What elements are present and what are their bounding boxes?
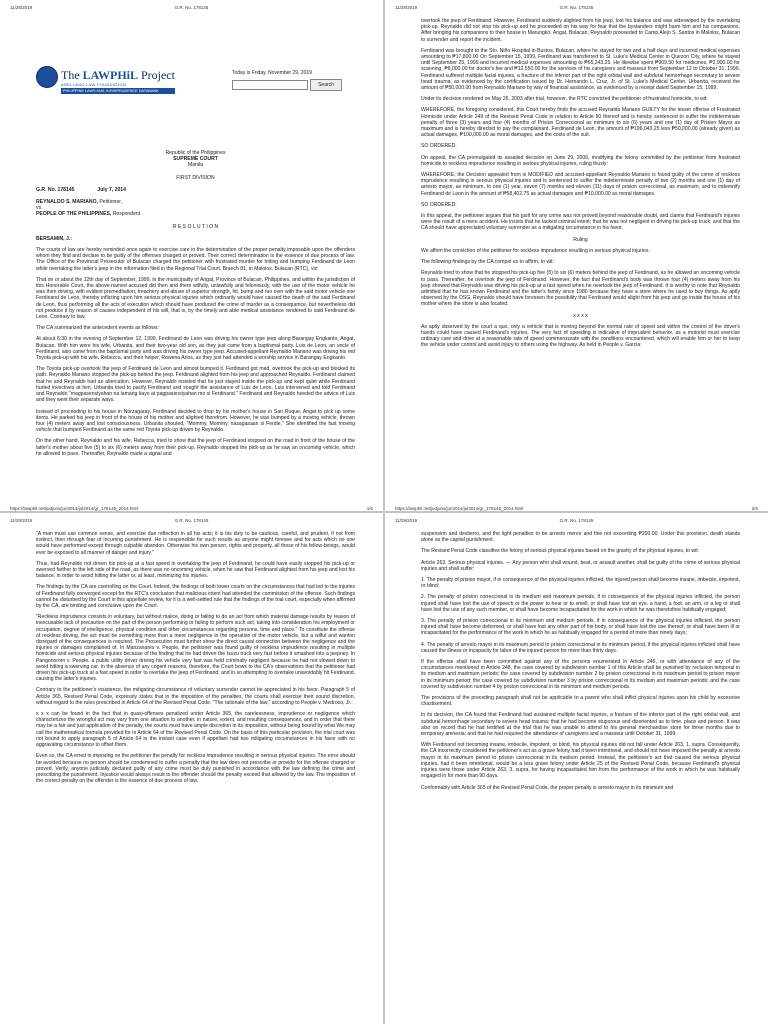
header-case-number: G.R. No. 178145 bbox=[174, 518, 209, 523]
quoted-paragraph: overtook the jeep of Ferdinand. However, Ferdinand suddenly alighted from his jeep, lost his balance and was sideswiped by the overtaking pick-up. Reynaldo did not stop his pick-up and he proceeded on his way for fear that the bystanders might harm him and his companions. After bringing his companions to their house in Marungko, Angat, Bulacan, Reynaldo proceeded to Camp Alejo S. Santos in Malolos, Bulacan to surrender and report the incident. bbox=[421, 18, 740, 43]
paragraph: The CA summarized the antecedent events as follows: bbox=[36, 325, 159, 332]
quoted-paragraph: WHEREFORE, the foregoing considered, this Court hereby finds the accused Reynaldo Mariano GUILTY for the lesser offense of Frustrated Homicide under Article 249 of the Revised Penal Code in relation to Article 50 thereof and is hereby sentenced to suffer the indeterminate penalty of three (3) years and four (4) months of Prision Correccional as minimum to six (6) years and one (1) day of Prision Mayor as maximum and is hereby directed to pay the complainant, Ferdinand de Leon, the amount of ₱196,043.25 less ₱50,000.00 (already given) as actual damages, ₱100,000.00 as moral damages, and the costs of the suit. bbox=[421, 107, 740, 139]
paragraph: With Ferdinand not becoming insane, imbecile, impotent, or blind, his physical injuries did not fall under Article 263, 1, supra. Consequently, the CA incorrectly considered the petitioner's act as a grave felony had it been intentional, and should not have imposed the penalty at arresto mayor in its maximum period to prision correccional in its medium period. Instead, the petitioner's act that caused the serious physical injuries, had it been intentional, would be a less grave felony under Article 25 of the Revised Penal Code, because Ferdinand's physical injuries were those under Article 263, 3, supra, for having incapacitated him from the performance of the work in which he was habitually engaged in for more than 90 days. bbox=[421, 742, 740, 780]
division-label: FIRST DIVISION bbox=[176, 174, 215, 181]
paragraph: In its decision, the CA found that Ferdinand had sustained multiple facial injuries, a fracture of the inferior part of the right orbital wall, and subdural hemorrhage secondary to severe head trauma; that he had become stuporous and disoriented as to time, place and person. It was also on record that he had testified at the trial that he was unable to attend to his general merchandise store for three months due to temporary amnesia; and that he had required the attendance of caregivers and a masseur until October 31, 1999. bbox=[421, 712, 740, 738]
list-item: 4. The penalty of arresto mayor in its maximum period to prision correccional in its minimum period, if the physical injuries inflicted shall have caused the illness or incapacity for labor of the injured person for more than thirty days. bbox=[421, 641, 740, 654]
paragraph: suspension and destierro, and the light penalties to be arresto menor and fine not exceeding ₱200.00. Under this provision, death stands alone as the capital punishment. bbox=[421, 531, 740, 544]
paragraph: In this appeal, the petitioner argues that his guilt for any crime was not proved beyond reasonable doubt, and claims that Ferdinand's injuries were the result of a mere accident. He insists that he lacked criminal intent; that he was not negligent in driving his pick-up truck; and that the CA should have appreciated voluntary surrender as a mitigating circumstance in his favor. bbox=[421, 213, 740, 232]
paragraph: "Reckless imprudence consists in voluntary, but without malice, doing or failing to do an act from which material damage results by reason of inexcusable lack of precaution on the part of the person performing or failing to perform such act, taking into consideration his employment or occupation, degree of intelligence, physical condition and other circumstances regarding persons, time and place." To constitute the offense of reckless driving, the act must be something more than a mere negligence in the operation of the motor vehicle, but a wilful and wanton disregard of the consequences is required. The Prosecution must further show the direct causal connection between the negligence and the injuries or damages complained of. In Manzanares v. People, the petitioner was found guilty of reckless imprudence resulting in multiple homicide and serious physical injuries because of the finding that he had driven the Isuzu truck very fast before it smashed into a jeepney. In Pangonorom v. People, a public utility driver driving his vehicle very fast was held criminally negligent because he had not slowed down to avoid hitting a swerving car. In the absence of any cogent reasons, therefore, the Court bows to the CA's observations that the petitioner had driven his pick-up truck at a fast speed in order to overtake the jeep of Ferdinand, and in so attempting to overtake unavoidably hit Ferdinand, causing the latter's injuries. bbox=[36, 614, 355, 683]
footer-url[interactable]: https://lawphil.net/judjuris/juri2014/jul2014/gr_178145_2014.html bbox=[395, 506, 524, 511]
page-2-body bbox=[421, 18, 740, 354]
page-4-body bbox=[421, 531, 740, 796]
quoted-paragraph: SO ORDERED. bbox=[421, 143, 457, 150]
case-number: G.R. No. 178145 bbox=[36, 186, 75, 193]
ellipsis-marker: x x x x bbox=[573, 312, 588, 319]
case-date: July 7, 2014 bbox=[97, 186, 126, 193]
resolution-heading: R E S O L U T I O N bbox=[172, 223, 219, 230]
ruling-heading: Ruling bbox=[573, 236, 588, 243]
quoted-paragraph: On the other hand, Reynaldo and his wife, Rebecca, tried to show that the jeep of Ferdinand stopped on the road in front of the house of the latter's mother about five (5) to six (6) meters away from their pick-up. Reynaldo stopped the pick-up as he saw an oncoming vehicle, which he allowed to pass. Thereafter, Reynaldo made a signal and bbox=[36, 438, 355, 457]
court-label: SUPREME COURT bbox=[173, 156, 218, 163]
quoted-paragraph: Ferdinand was brought to the Sto. Niño Hospital in Bustos, Bulacan, where he stayed for two and a half days and incurred medical expenses amounting to ₱17,800.00 On September 15, 1999, Ferdinand was transferred to St. Luke's Medical Center in Quezon City, where he stayed until September 25, 1999 and incurred medical expenses amounting to ₱65,243.25. He likewise spent ₱909.50 for medicines, ₱2,900.00 for scanning, ₱8,000.00 for doctor's fee and ₱12,550.00 for the services of his caregivers and masseur from September 12 to October 31, 1999. Ferdinand suffered multiple facial injuries, a fracture of the inferior part of the right orbital wall and subdural hemorrhage secondary to severe head trauma, as evidenced by the certification issued by Dr. Hernando L. Cruz, Jr. of St. Luke's Medical Center. Urbanita, received the amount of ₱50,000.00 from Reynaldo Mariano by way of financial assistance, as evidenced by a receipt dated September 15, 1999. bbox=[421, 47, 740, 92]
paragraph: Contrary to the petitioner's insistence, the mitigating circumstance of voluntary surrender cannot be appreciated in his favor. Paragraph 5 of Article 365, Revised Penal Code, expressly states that in the imposition of the penalties, the courts shall exercise their sound discretion, without regard to the rules prescribed in Article 64 of the Revised Penal Code. "The rationale of the law," according to People v. Medroso, Jr.: bbox=[36, 687, 355, 706]
quoted-paragraph: At about 6:30 in the evening of September 12, 1999, Ferdinand de Leon was driving his owner type jeep along Barangay Engkanto, Angat, Bulacan. With him were his wife, Urbanita, and their two-year old son, as they just came from a baptismal party. Luis de Leon, an uncle of Ferdinand, also came from the baptismal party and was driving his owner type jeep. Accused-appellant Reynaldo Mariano was driving his red Toyota pick-up with his wife, Rebecca, and their helper, Rowena Arlos, as they just had attended a worship service in Barangay Engkanto. bbox=[36, 336, 355, 362]
search-button[interactable]: Search bbox=[310, 79, 342, 91]
footer-url[interactable]: https://lawphil.net/judjuris/juri2014/jul2014/gr_178145_2014.html bbox=[10, 506, 139, 511]
page-3-body bbox=[36, 531, 355, 789]
quoted-paragraph: Reynaldo tried to show that he stopped his pick-up five (5) to six (6) meters behind the jeep of Ferdinand, as he allowed an oncoming vehicle to pass. Thereafter, he overtook the jeep of Ferdinand. However, the fact that Ferdinand's body was thrown four (4) meters away from his jeep showed that Reynaldo was driving his pick-up at a fast speed when he overtook the jeep of Ferdinand. It is worthy to note that Reynaldo admitted that he has known Ferdinand and the latter's family since 1980 because they have a store where he used to buy things. As aptly observed by the OSG, Reynaldo should have foreseen the possibility that Ferdinand would alight from his jeep and go inside the house of his mother where the store is also located. bbox=[421, 270, 740, 308]
header-case-number: G.R. No. 178145 bbox=[559, 5, 594, 10]
paragraph: We affirm the conviction of the petitioner for reckless imprudence resulting in serious physical injuries. bbox=[421, 247, 650, 254]
page-4 bbox=[385, 513, 768, 1024]
footer-page-number: 2/6 bbox=[751, 506, 758, 511]
header-case-number: G.R. No. 178145 bbox=[174, 5, 209, 10]
quoted-paragraph: SO ORDERED. bbox=[421, 201, 457, 208]
quoted-paragraph: "A man must use common sense, and exercise due reflection in all his acts; it is his duty to be cautious, careful, and prudent, if not from instinct, then through fear of incurring punishment. He is responsible for such results as anyone might foresee and for acts which no one would have performed except through culpable abandon. Otherwise his own person, rights and property, all those of his fellow-beings, would ever be exposed to all manner of danger and injury." bbox=[36, 531, 355, 556]
page-2 bbox=[385, 0, 768, 511]
list-item: 2. The penalty of prision correccional in its medium and maximum periods, if in consequence of the physical injuries inflicted, the person injured shall have lost the use of speech or the power to hear or to smell, or shall have lost an eye, a hand, a foot, an arm, or a leg or shall have lost the use of any such member, or shall have become incapacitated for the work in which he was theretofore habitually engaged; bbox=[421, 594, 740, 613]
logo-databank-bar: PHILIPPINE LAWS AND JURISPRUDENCE DATABANK bbox=[61, 88, 175, 94]
header-case-number: G.R. No. 178145 bbox=[559, 518, 594, 523]
list-item: 1. The penalty of prision mayor, if in consequence of the physical injuries inflicted, the injured person shall become insane, imbecile, impotent, or blind; bbox=[421, 577, 741, 590]
page-1-body bbox=[36, 150, 355, 462]
quoted-paragraph: x x x can be found in the fact that in quasi-offenses penalized under Article 365, the carelessness, imprudence or negligence which characterizes the wrongful act may vary from one situation to another, in nature, extent, and resulting consequences, and in order that there may be a fair and just application of the penalty, the courts must have ample discretion in its imposition, without being bound by what We may call the mathematical formula provided for in Article 64 of the Revised Penal Code. On the basis of this particular provision, the trial court was not bound to apply paragraph 5 of Article 64 in the instant case even if appellant had two mitigating circumstances in his favor with no aggravating circumstance to offset them. bbox=[36, 711, 355, 749]
quoted-paragraph: Instead of proceeding to his house in Norzagaray, Ferdinand decided to drop by his mother's house in San Roque, Angat to pick up some items. He parked his jeep in front of the house of his mother and alighted therefrom. However, he was bumped by a moving vehicle, thrown four (4) meters away and lost consciousness. Urbanita shouted, "Mommy, Mommy, nasagasaan si Ferdie." She identified the fast moving vehicle that bumped Ferdinand as the same red Toyota pick-up driven by Reynaldo. bbox=[36, 408, 355, 434]
article-text: Article 263. Serious physical injuries. — Any person who shall wound, beat, or assault another, shall be guilty of the crime of serious physical injuries and shall suffer: bbox=[421, 559, 740, 572]
page-1 bbox=[0, 0, 383, 511]
quoted-paragraph: As aptly observed by the court a quo, only a vehicle that is moving beyond the normal rate of speed and within the control of the driver's hands could have caused Ferdinand's injuries. The very fact of speeding is indicative of imprudent behavior, as a motorist must exercise ordinary care and drive at a reasonable rate of speed commensurate with the conditions encountered, which will enable him or her to keep the vehicle under control and avoid injury to others using the highway. As held in People v. Garcia: bbox=[421, 323, 740, 349]
vs-label: vs. bbox=[36, 205, 43, 212]
header-date: 11/29/2019 bbox=[10, 518, 33, 523]
lawphil-logo[interactable] bbox=[36, 64, 196, 104]
paragraph: On appeal, the CA promulgated its assailed decision on June 29, 2006, modifying the felony committed by the petitioner from frustrated homicide to reckless imprudence resulting in serious physical injuries, ruling thusly: bbox=[421, 154, 740, 167]
paragraph: The Revised Penal Code classifies the felony of serious physical injuries based on the gravity of the physical injuries, to wit: bbox=[421, 548, 700, 555]
quoted-paragraph: That on or about the 12th day of September, 1999, in the municipality of Angat, Province of Bulacan, Philippines, and within the jurisdiction of this Honorable Court, the above-named accused did then and there wilfully, unlawfully and feloniously, with the use of the motor vehicle he was then driving, with evident premeditation, treachery and abuse of superior strength, hit, bump and run over with the said motor vehicle one Ferdinand de Leon, thereby inflicting upon him serious physical injuries which ordinarily would have caused the death of the said Ferdinand de Leon, thus performing all the acts of execution which should have produced the crime of murder as a consequence, but nevertheless did not produce it by reason of causes independent of his will, that is, by the timely and able medical assistance rendered to said Ferdinand de Leon. Contrary to law. bbox=[36, 276, 355, 321]
case-number-line bbox=[36, 187, 355, 193]
quoted-paragraph: WHEREFORE, the Decision appealed from is MODIFIED and accused-appellant Reynaldo Mariano is found guilty of the crime of reckless imprudence resulting in serious physical injuries and is sentenced to suffer the indeterminate penalty of two (2) months and one (1) day of arresto mayor, as minimum, to one (1) year, seven (7) months and eleven (11) days of prision correccional, as maximum, and to indemnify Ferdinand de Leon in the amount of ₱58,402.75 as actual damages and ₱10,000.00 as moral damages. bbox=[421, 172, 740, 197]
logo-emblem-icon bbox=[36, 66, 58, 88]
header-date: 11/29/2019 bbox=[10, 5, 33, 10]
paragraph: The provisions of the preceding paragraph shall not be applicable to a parent who shall inflict physical injuries upon his child by excessive chastisement. bbox=[421, 695, 740, 708]
footer-page-number: 1/6 bbox=[366, 506, 373, 511]
header-date: 11/29/2019 bbox=[395, 518, 418, 523]
paragraph: Under its decision rendered on May 26, 2003 after trial, however, the RTC convicted the petitioner of frustrated homicide, to wit: bbox=[421, 96, 708, 103]
search-input[interactable] bbox=[232, 80, 308, 90]
ponente: BERSAMIN, J.: bbox=[36, 235, 72, 242]
paragraph: The following findings by the CA compel us to affirm, to wit: bbox=[421, 259, 554, 266]
republic-label: Republic of the Philippines bbox=[165, 150, 226, 156]
logo-title: The LAWPHiL Project bbox=[61, 68, 175, 82]
logo-foundation: ARELLANO LAW FOUNDATION bbox=[61, 82, 127, 87]
paragraph: Conformably with Article 365 of the Revised Penal Code, the proper penalty is arresto mayor in its minimum and bbox=[421, 784, 674, 791]
quoted-paragraph: Thus, had Reynaldo not driven his pick-up at a fast speed in overtaking the jeep of Ferdinand, he could have easily stopped his pick-up or swerved farther to the left side of the road, as there was no oncoming vehicle, when he saw that Ferdinand alighted from his jeep and lost his balance, in order to avoid hitting the latter or, at least, minimizing his injuries. bbox=[36, 560, 355, 580]
respondent-line: PEOPLE OF THE PHILIPPINES, Respondent. bbox=[36, 211, 142, 218]
quoted-paragraph: The Toyota pick-up overtook the jeep of Ferdinand de Leon and almost bumped it. Ferdinand got mad, overtook the pick-up and blocked its path. Reynaldo Mariano stopped the pick-up behind the jeep. Ferdinand alighted from his jeep and approached Reynaldo. Ferdinand claimed that he and Reynaldo had an altercation. However, Reynaldo insisted that he just stayed inside the pick-up and kept quiet while Ferdinand hurled invectives at him. Urbanita tried to pacify Ferdinand and sought the assistance of Luis de Leon. Luis intervened and told Ferdinand and Reynaldo "magpasensiyahan na lamang kayo at pagpasensiyahan mo si Ferdinand." Ferdinand and Reynaldo heeded the advice of Luis and they went their separate ways. bbox=[36, 366, 355, 404]
header-date: 11/29/2019 bbox=[395, 5, 418, 10]
paragraph: Even so, the CA erred in imposing on the petitioner the penalty for reckless imprudence resulting in serious physical injuries. The error should be avoided because no person should be condemned to suffer a penalty that the law does not prescribe or provide for the offense charged or proved. Verily, anyone judicially declared guilty of any crime must be duly punished in accordance with the law defining the crime and prescribing the punishment. Injustice would always result to the offender should the penalty exceed that allowed by the law. The imposition of the correct penalty on the offender is the essence of due process of law. bbox=[36, 753, 355, 785]
paragraph: The findings by the CA are controlling on the Court. Indeed, the findings of both lower courts on the circumstances that had led to the injuries of Ferdinand fully converged except for the RTC's conclusion that malicious intent had attended the commission of the offense. Such findings cannot be disturbed by the Court in this appellate review, for it is a well-settled rule that the findings of the trial court, especially when affirmed by the CA, are binding and conclusive upon the Court. bbox=[36, 584, 355, 610]
page-3 bbox=[0, 513, 383, 1024]
list-item: 3. The penalty of prision correccional in its minimum and medium periods, if in consequence of the physical injuries inflicted, the person injured shall have become deformed, or shall have lost any other part of his body, or shall have lost the use thereof, or shall have been ill or incapacitated for the performance of the work in which he as habitually engaged for a period of more than ninety days; bbox=[421, 618, 740, 637]
city-label: Manila bbox=[187, 162, 203, 169]
paragraph: If the offense shall have been committed against any of the persons enumerated in Article 246, or with attendance of any of the circumstances mentioned in Article 248, the case covered by subdivision number 1 of this Article shall be punished by reclusion temporal in its medium and maximum periods; the case covered by subdivision number 2 by prision correccional in its maximum period to prision mayor in its minimum period; the case covered by subdivision number 3 by prision correccional in its medium and maximum periods; and the case covered by subdivision number 4 by prision correccional in its minimum and medium periods. bbox=[421, 659, 740, 690]
today-date: Today is Friday, November 29, 2019 bbox=[232, 70, 312, 76]
paragraph: The courts of law are hereby reminded once again to exercise care in the determination of the proper penalty imposable upon the offenders whom they find and declare to be guilty of the offenses charged or proved. Their correct determination is the essence of due process of law. The Office of the Provincial Prosecutor of Bulacan charged the petitioner with frustrated murder for hitting and bumping Ferdinand de Leon while overtaking the latter's jeep in the information filed in the Regional Trial Court, Branch 81, in Malolos, Bulacan (RTC), viz: bbox=[36, 247, 355, 272]
petitioner-line: REYNALDO S. MARIANO, Petitioner, bbox=[36, 199, 123, 206]
